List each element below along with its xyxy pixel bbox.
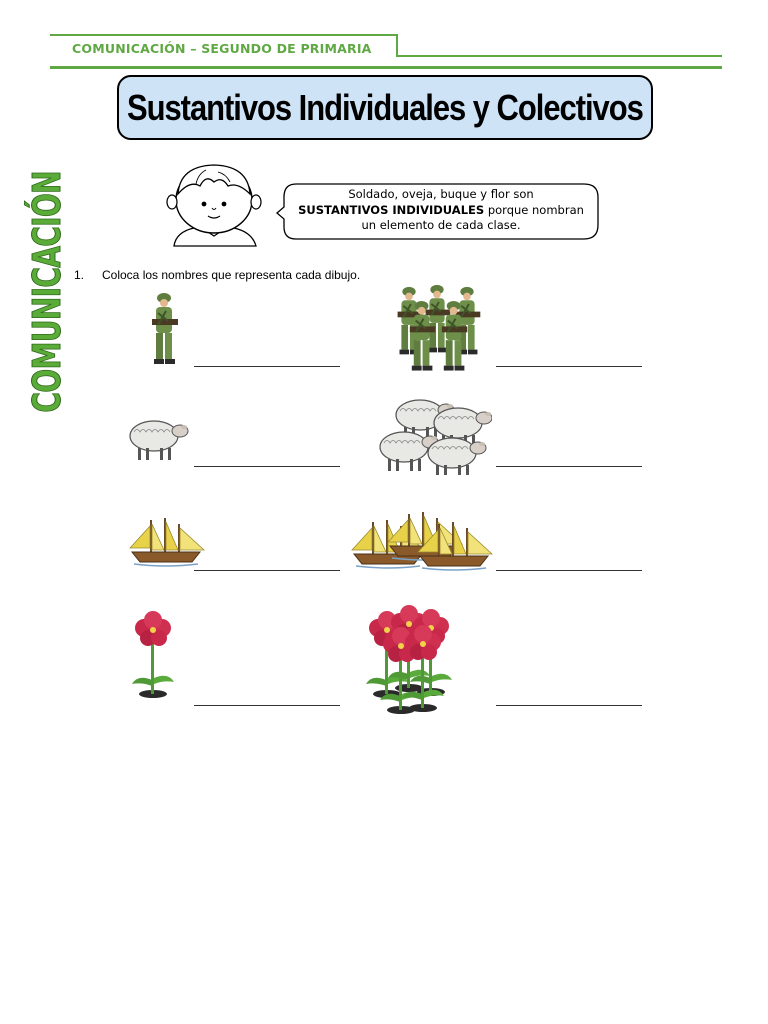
exercise-number: 1.	[74, 268, 85, 282]
answer-line-sheep[interactable]	[194, 466, 340, 467]
soldiers-group-icon	[388, 283, 486, 375]
answer-line-ship[interactable]	[194, 570, 340, 571]
answer-line-soldiers-group[interactable]	[496, 366, 642, 367]
answer-line-soldier[interactable]	[194, 366, 340, 367]
bouquet-icon	[358, 604, 458, 720]
header-label: COMUNICACIÓN – SEGUNDO DE PRIMARIA	[72, 41, 372, 56]
bubble-line-2-rest: porque nombran	[484, 202, 584, 217]
header-rule-top	[50, 34, 398, 36]
header-rule-bottom	[50, 66, 722, 69]
child-icon	[166, 160, 262, 252]
sheep-icon	[128, 414, 190, 464]
side-label-text: COMUNICACIÓN	[25, 171, 69, 413]
sheep-flock-icon	[376, 393, 492, 475]
page-title: Sustantivos Individuales y Colectivos	[127, 86, 643, 128]
bubble-line-2	[286, 203, 596, 219]
title-banner	[117, 75, 653, 140]
bubble-text	[286, 187, 596, 234]
answer-line-flower[interactable]	[194, 705, 340, 706]
exercise-instruction: Coloca los nombres que representa cada dibujo.	[102, 268, 361, 282]
header-rule-mid	[396, 55, 722, 57]
header-rule-tick	[396, 34, 398, 56]
answer-line-sheep-flock[interactable]	[496, 466, 642, 467]
side-label	[25, 172, 69, 412]
bubble-line-1: Soldado, oveja, buque y flor son	[348, 187, 534, 201]
answer-line-bouquet[interactable]	[496, 705, 642, 706]
answer-line-fleet[interactable]	[496, 570, 642, 571]
ship-icon	[126, 516, 206, 568]
soldier-icon	[144, 291, 182, 367]
fleet-icon	[348, 510, 494, 572]
flower-icon	[128, 610, 178, 702]
bubble-bold-term: SUSTANTIVOS INDIVIDUALES	[298, 202, 485, 217]
bubble-line-3: un elemento de cada clase.	[361, 218, 521, 232]
